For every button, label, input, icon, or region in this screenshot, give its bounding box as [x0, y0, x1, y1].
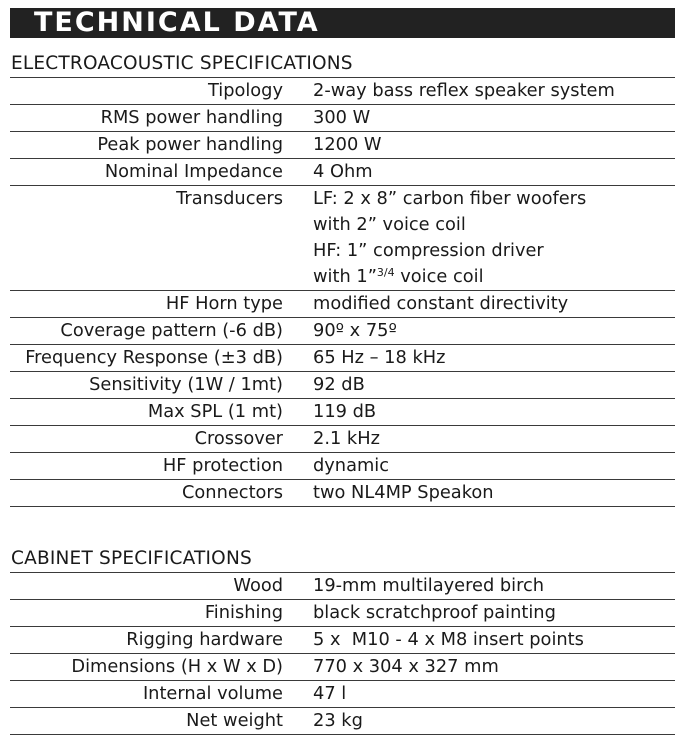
spec-label: Rigging hardware [126, 629, 283, 650]
spec-value: 90º x 75º [313, 320, 397, 341]
spec-label: HF Horn type [165, 293, 283, 314]
spec-label: Coverage pattern (-6 dB) [60, 320, 283, 341]
spec-row-peak-power [10, 132, 675, 159]
spec-label: HF protection [162, 455, 283, 476]
spec-row-horn-type [10, 291, 675, 318]
transducer-line-hf-coil [313, 264, 586, 290]
spec-row-rms-power [10, 105, 675, 132]
electroacoustic-heading: ELECTROACOUSTIC SPECIFICATIONS [11, 53, 353, 74]
spec-row-tipology [10, 78, 675, 105]
spec-label: Sensitivity (1W / 1mt) [89, 374, 283, 395]
spec-value: 23 kg [313, 710, 363, 731]
spec-label: Max SPL (1 mt) [147, 401, 283, 422]
spec-row-impedance [10, 159, 675, 186]
spec-label: Wood [233, 575, 283, 596]
spec-value: 2.1 kHz [313, 428, 380, 449]
spec-label: Peak power handling [97, 134, 283, 155]
spec-row-max-spl [10, 399, 675, 426]
spec-value: dynamic [313, 455, 390, 476]
electroacoustic-table [10, 77, 675, 507]
spec-label: Connectors [182, 482, 283, 503]
spec-row-finishing [10, 600, 675, 627]
spec-value: 92 dB [313, 374, 365, 395]
spec-value: 2-way bass reflex speaker system [313, 80, 615, 101]
spec-row-frequency-response [10, 345, 675, 372]
spec-value: 770 x 304 x 327 mm [313, 656, 499, 677]
spec-value: 1200 W [313, 134, 382, 155]
spec-value: two NL4MP Speakon [313, 482, 494, 503]
transducer-line-lf-coil: with 2” voice coil [313, 214, 466, 235]
spec-value: 5 x M10 - 4 x M8 insert points [313, 629, 584, 650]
spec-row-rigging [10, 627, 675, 654]
spec-row-net-weight [10, 708, 675, 735]
spec-value: 47 l [313, 683, 347, 704]
spec-label: Nominal Impedance [104, 161, 283, 182]
spec-row-dimensions [10, 654, 675, 681]
spec-label: Net weight [186, 710, 283, 731]
spec-row-sensitivity [10, 372, 675, 399]
spec-row-internal-volume [10, 681, 675, 708]
transducer-line-lf: LF: 2 x 8” carbon fiber woofers [313, 188, 587, 209]
spec-value: 119 dB [313, 401, 377, 422]
spec-row-wood [10, 573, 675, 600]
cabinet-table [10, 572, 675, 735]
spec-value: 4 Ohm [313, 161, 373, 182]
page-title: TECHNICAL DATA [34, 7, 320, 38]
cabinet-heading: CABINET SPECIFICATIONS [11, 548, 252, 569]
spec-value: 65 Hz – 18 kHz [313, 347, 446, 368]
spec-value: 300 W [313, 107, 371, 128]
spec-value-multiline [283, 186, 586, 290]
spec-label: Finishing [204, 602, 283, 623]
spec-label: Dimensions (H x W x D) [71, 656, 283, 677]
spec-label: RMS power handling [100, 107, 283, 128]
spec-value: 19-mm multilayered birch [313, 575, 545, 596]
spec-row-transducers [10, 186, 675, 291]
spec-row-hf-protection [10, 453, 675, 480]
spec-label: Crossover [194, 428, 283, 449]
hf-coil-suffix: voice coil [394, 266, 484, 287]
spec-label: Tipology [207, 80, 283, 101]
hf-coil-fraction: 3/4 [376, 266, 395, 279]
spec-row-crossover [10, 426, 675, 453]
spec-row-coverage [10, 318, 675, 345]
spec-label: Internal volume [142, 683, 283, 704]
transducer-line-hf: HF: 1” compression driver [313, 240, 544, 261]
spec-label: Transducers [176, 188, 283, 209]
spec-value: modified constant directivity [313, 293, 569, 314]
title-bar [10, 8, 675, 38]
spec-row-connectors [10, 480, 675, 507]
hf-coil-size: with 1” [313, 266, 377, 287]
spec-label: Frequency Response (±3 dB) [25, 347, 283, 368]
spec-value: black scratchproof painting [313, 602, 556, 623]
